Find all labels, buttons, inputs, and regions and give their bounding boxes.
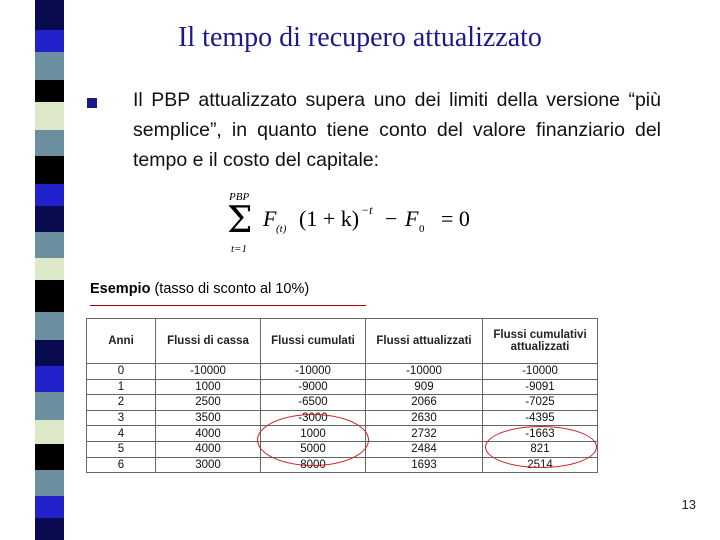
cell-flussi-cassa: -10000 [156, 364, 261, 380]
cell-anni: 2 [87, 395, 156, 411]
table-row [87, 379, 598, 395]
sum-lower-limit: t=1 [231, 243, 247, 255]
header-flussi-cumulati: Flussi cumulati [261, 319, 366, 364]
cell-flussi-cumulati: 1000 [261, 426, 366, 442]
cell-flussi-cumulativi-attualizzati: 821 [483, 441, 598, 457]
cell-flussi-attualizzati: 2630 [366, 410, 483, 426]
cell-flussi-cumulativi-attualizzati: -1663 [483, 426, 598, 442]
formula-discount-factor: (1 + k) [299, 206, 360, 231]
cell-flussi-cumulati: -10000 [261, 364, 366, 380]
cell-anni: 0 [87, 364, 156, 380]
formula-equals-zero: = 0 [441, 206, 470, 231]
cell-flussi-cumulati: -9000 [261, 379, 366, 395]
bullet-square-icon [87, 98, 97, 108]
cell-flussi-cumulativi-attualizzati: -4395 [483, 410, 598, 426]
formula-minus: − [385, 206, 398, 231]
pbp-formula [225, 188, 495, 258]
table-row [87, 364, 598, 380]
cell-flussi-cumulati: 5000 [261, 441, 366, 457]
sigma-symbol: Σ [227, 200, 253, 241]
bullet-text: Il PBP attualizzato supera uno dei limiti della versione “più semplice”, in quanto tiene conto del valore finanziario del tempo e il costo del capitale: [133, 89, 661, 171]
decorative-side-bar [35, 0, 64, 540]
example-underline [90, 305, 366, 306]
cell-flussi-cassa: 4000 [156, 441, 261, 457]
cell-flussi-attualizzati: -10000 [366, 364, 483, 380]
cell-flussi-cassa: 2500 [156, 395, 261, 411]
highlight-ellipse-attualizzati [485, 426, 597, 468]
cell-anni: 4 [87, 426, 156, 442]
example-label-detail: (tasso di sconto al 10%) [150, 281, 310, 297]
highlight-ellipse-cumulati [257, 414, 369, 466]
cell-flussi-cassa: 3000 [156, 457, 261, 473]
cell-flussi-cumulati: 8000 [261, 457, 366, 473]
header-flussi-cassa: Flussi di cassa [156, 319, 261, 364]
table-row [87, 395, 598, 411]
formula-term-f-sub: (t) [276, 223, 287, 235]
cell-flussi-attualizzati: 909 [366, 379, 483, 395]
cell-flussi-cumulativi-attualizzati: -10000 [483, 364, 598, 380]
cell-flussi-cumulati: -6500 [261, 395, 366, 411]
cell-flussi-cumulativi-attualizzati: -9091 [483, 379, 598, 395]
formula-term-f0: F [405, 206, 419, 231]
cell-flussi-attualizzati: 2732 [366, 426, 483, 442]
cell-anni: 6 [87, 457, 156, 473]
cell-flussi-cassa: 1000 [156, 379, 261, 395]
header-flussi-attualizzati: Flussi attualizzati [366, 319, 483, 364]
sum-upper-limit: PBP [229, 191, 250, 203]
cell-anni: 5 [87, 441, 156, 457]
cell-flussi-cassa: 3500 [156, 410, 261, 426]
cell-flussi-cumulativi-attualizzati: -7025 [483, 395, 598, 411]
cell-flussi-attualizzati: 2484 [366, 441, 483, 457]
example-label-bold: Esempio [90, 281, 151, 297]
cell-flussi-attualizzati: 2066 [366, 395, 483, 411]
cell-flussi-attualizzati: 1693 [366, 457, 483, 473]
formula-term-f0-sub: 0 [419, 223, 425, 235]
cell-anni: 1 [87, 379, 156, 395]
page-number: 13 [681, 497, 696, 512]
example-label [90, 281, 309, 297]
header-anni: Anni [87, 319, 156, 364]
cell-anni: 3 [87, 410, 156, 426]
cell-flussi-cassa: 4000 [156, 426, 261, 442]
slide-title: Il tempo di recupero attualizzato [178, 22, 542, 53]
cell-flussi-cumulativi-attualizzati: 2514 [483, 457, 598, 473]
formula-exponent: −t [361, 203, 373, 217]
table-header-row [87, 319, 598, 364]
formula-term-f: F [263, 206, 277, 231]
header-flussi-cumulativi-attualizzati: Flussi cumulativi attualizzati [483, 319, 598, 364]
cell-flussi-cumulati: -3000 [261, 410, 366, 426]
